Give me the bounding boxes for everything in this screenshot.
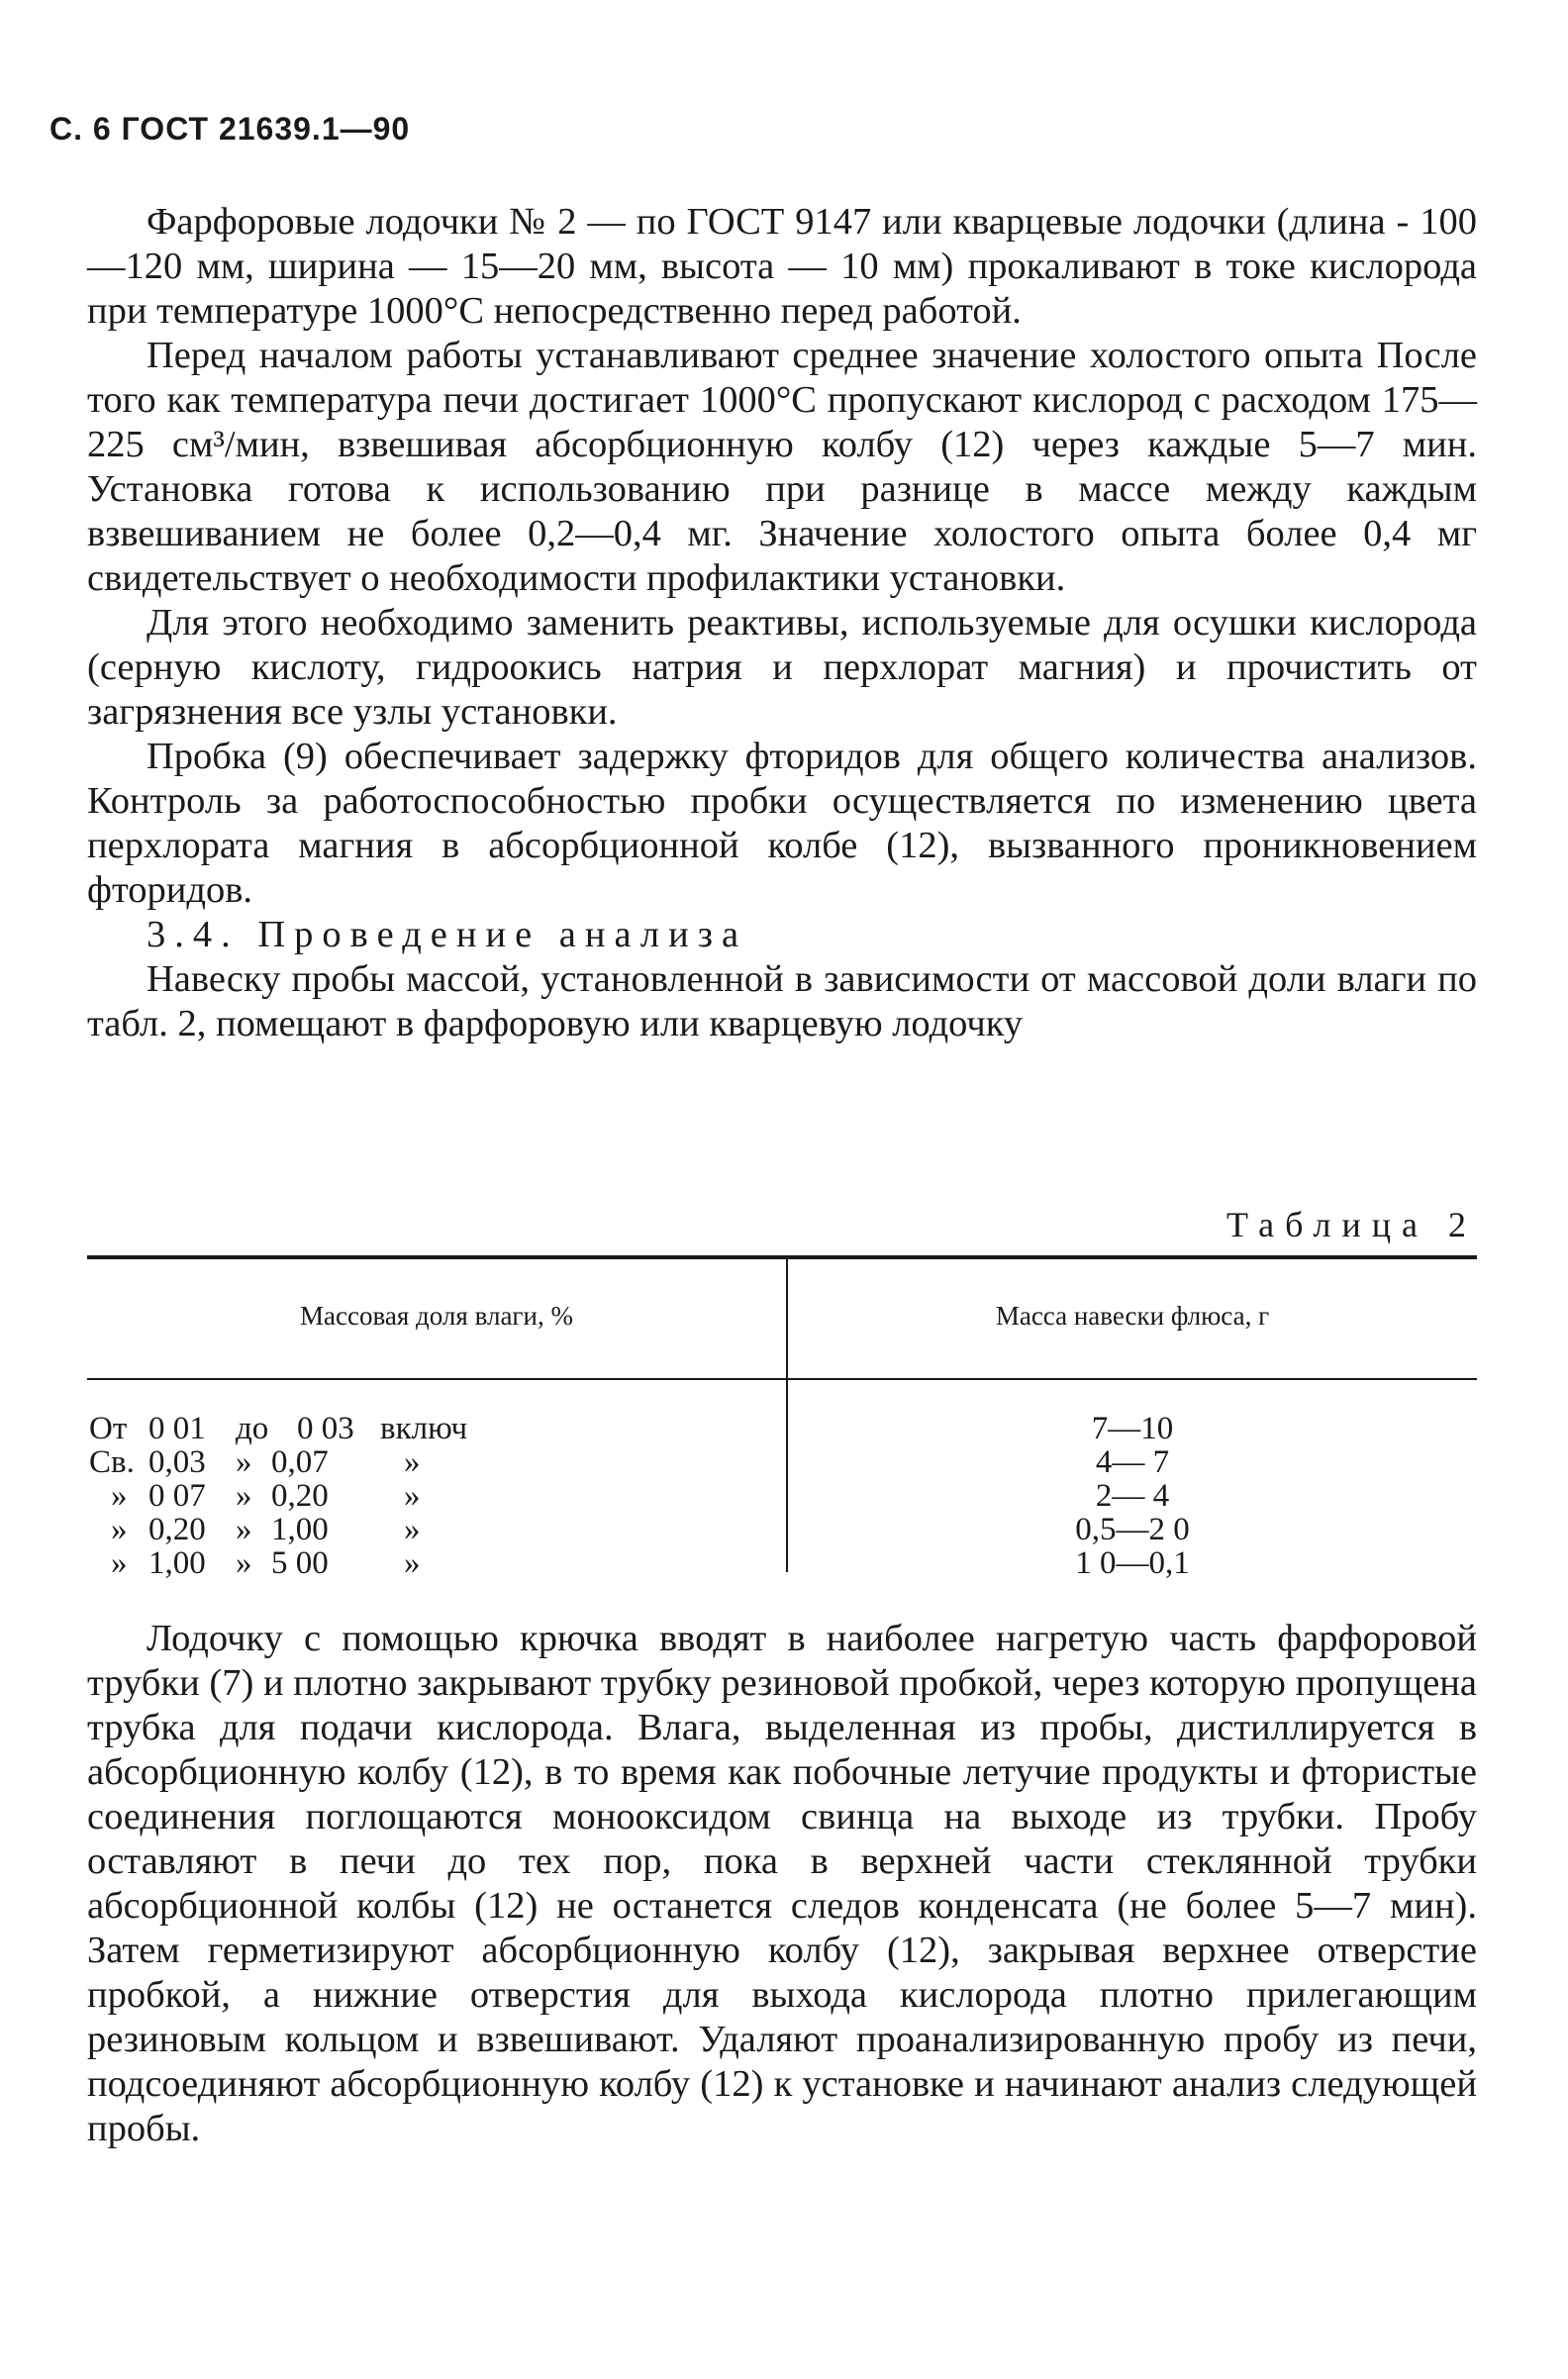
row-to: 1,00 — [271, 1512, 329, 1547]
table-row — [87, 1479, 786, 1513]
row-from: 0,03 — [148, 1444, 206, 1480]
row-suffix: » — [404, 1478, 421, 1514]
paragraph-boats: Фарфоровые лодочки № 2 — по ГОСТ 9147 или кварцевые лодочки (длина - 100—120 мм, ширина — 15—20 мм, высота — 10 мм) прокаливают в токе кислорода при температуре 1000°С непосредственно перед работой. — [87, 201, 1477, 332]
table-moisture-column — [87, 1412, 786, 1580]
paragraph-stopper: Пробка (9) обеспечивает задержку фторидов для общего количества анализов. Контроль за работоспособностью пробки осуществляется по изменению цвета перхлората магния в абсорбционной колбе (12), вызванного проникновением фторидов. — [87, 736, 1477, 911]
table-row — [87, 1513, 786, 1546]
row-from: 0 07 — [148, 1478, 206, 1514]
row-prefix: Св. — [89, 1444, 135, 1480]
table-row — [87, 1412, 786, 1445]
paragraph-sample: Навеску пробы массой, установленной в зависимости от массовой доли влаги по табл. 2, помещают в фарфоровую или кварцевую лодочку — [87, 958, 1477, 1044]
row-suffix: » — [404, 1444, 421, 1480]
row-to-word: » — [236, 1444, 252, 1480]
row-to: 0,07 — [271, 1444, 329, 1480]
row-from: 1,00 — [148, 1545, 206, 1581]
table-cell-mass: 1 0—0,1 — [1075, 1545, 1190, 1581]
table-cell-mass: 0,5—2 0 — [1075, 1512, 1190, 1547]
row-to: 5 00 — [271, 1545, 329, 1581]
section-heading — [87, 913, 1477, 957]
text-block-top — [87, 200, 1477, 1046]
table-top-rule — [87, 1255, 1477, 1259]
paragraph-reagents: Для этого необходимо заменить реактивы, используемые для осушки кислорода (серную кислоту, гидроокись натрия и перхлорат магния) и прочистить от загрязнения все узлы установки. — [87, 602, 1477, 733]
row-to-word: » — [236, 1545, 252, 1581]
table-row — [87, 1445, 786, 1479]
moisture-table — [87, 1255, 1477, 1582]
row-to: 0,20 — [271, 1478, 329, 1514]
text-block-bottom — [87, 1617, 1477, 2151]
table-mass-column — [788, 1412, 1477, 1580]
row-to: 0 03 — [297, 1411, 354, 1446]
table-cell-mass: 4— 7 — [1095, 1444, 1170, 1480]
table-header-rule — [87, 1378, 1477, 1380]
row-suffix: » — [404, 1512, 421, 1547]
row-to-word: » — [236, 1478, 252, 1514]
row-to-word: до — [236, 1411, 269, 1446]
page-header: С. 6 ГОСТ 21639.1—90 — [49, 111, 411, 147]
row-to-word: » — [236, 1512, 252, 1547]
table-caption: Таблица 2 — [1226, 1205, 1477, 1244]
table-cell-mass: 7—10 — [1091, 1411, 1174, 1446]
row-prefix: » — [111, 1478, 128, 1514]
table-header-moisture: Массовая доля влаги, % — [300, 1301, 573, 1331]
row-prefix: От — [89, 1411, 128, 1446]
paragraph-procedure: Лодочку с помощью крючка вводят в наиболее нагретую часть фарфоровой трубки (7) и плотно закрывают трубку резиновой пробкой, через которую пропущена трубка для подачи кислорода. Влага, выделенная из пробы, дистиллируется в абсорбционную колбу (12), в то время как побочные летучие продукты и фтористые соединения поглощаются монооксидом свинца на выходе из трубки. Пробу оставляют в печи до тех пор, пока в верхней части стеклянной трубки абсорбционной колбы (12) не останется следов конденсата (не более 5—7 мин). Затем герметизируют абсорбционную колбу (12), закрывая верхнее отверстие пробкой, а нижние отверстия для выхода кислорода плотно прилегающим резиновым кольцом и взвешивают. Удаляют проанализированную пробу из печи, подсоединяют абсорбционную колбу (12) к установке и начинают анализ следующей пробы. — [87, 1618, 1477, 2149]
row-prefix: » — [111, 1512, 128, 1547]
paragraph-blank-test: Перед началом работы устанавливают среднее значение холостого опыта После того как температура печи достигает 1000°С пропускают кислород с расходом 175—225 см³/мин, взвешивая абсорбционную колбу (12) через каждые 5—7 мин. Установка готова к использованию при разнице в массе между каждым взвешиванием не более 0,2—0,4 мг. Значение холостого опыта более 0,4 мг свидетельствует о необходимости профилактики установки. — [87, 335, 1477, 599]
row-from: 0 01 — [148, 1411, 206, 1446]
table-header-mass: Масса навески флюса, г — [995, 1301, 1270, 1331]
table-cell-mass: 2— 4 — [1095, 1478, 1170, 1514]
table-row — [87, 1546, 786, 1580]
row-from: 0,20 — [148, 1512, 206, 1547]
row-prefix: » — [111, 1545, 128, 1581]
row-suffix: » — [404, 1545, 421, 1581]
section-title: Проведение анализа — [257, 914, 748, 955]
row-suffix: включ — [380, 1411, 468, 1446]
section-number: 3.4. — [147, 914, 240, 955]
